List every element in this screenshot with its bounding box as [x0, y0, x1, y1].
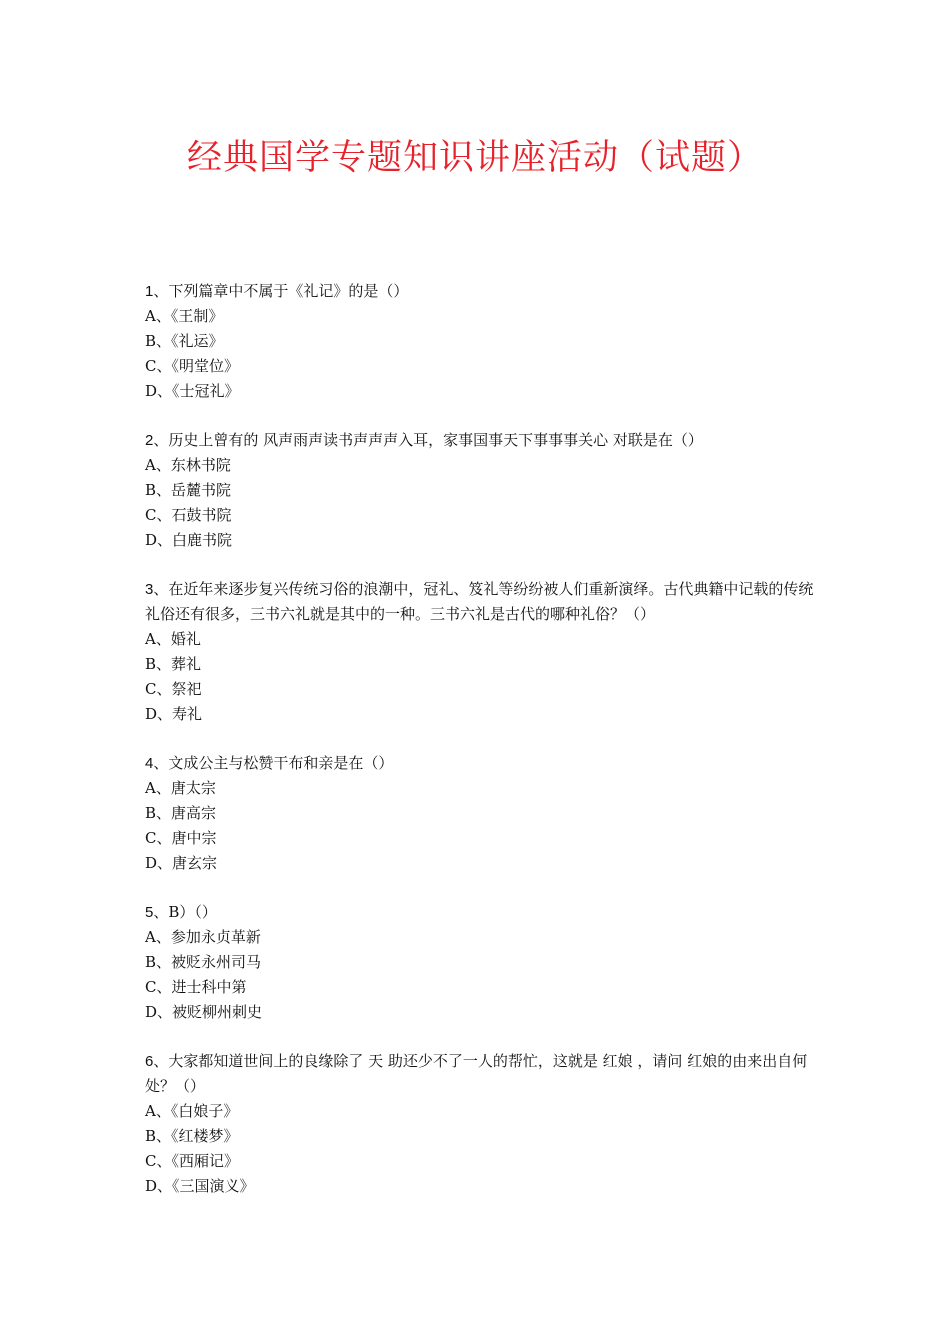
option-c: C、《明堂位》: [145, 357, 239, 375]
option-d: D、白鹿书院: [145, 531, 233, 549]
question-number: 2、: [145, 432, 169, 449]
option-a: A、东林书院: [145, 456, 231, 474]
option-c: C、祭祀: [145, 680, 202, 698]
option-d: D、寿礼: [145, 705, 203, 723]
option-d: D、被贬柳州刺史: [145, 1003, 263, 1021]
question-stem: 大家都知道世间上的良缘除了 天 助还少不了一人的帮忙，这就是 红娘 ，请问 红娘的由来出自何处？（）: [145, 1052, 808, 1095]
option-b: B、《礼运》: [145, 332, 224, 350]
question-item: [145, 751, 815, 876]
question-item: [145, 577, 815, 727]
question-number: 1、: [145, 283, 169, 300]
option-b: B、岳麓书院: [145, 481, 232, 499]
option-d: D、《士冠礼》: [145, 382, 240, 400]
option-a: A、参加永贞革新: [145, 928, 261, 946]
option-a: A、唐太宗: [145, 779, 216, 797]
question-stem: 文成公主与松赞干布和亲是在（）: [168, 754, 394, 772]
option-b: B、被贬永州司马: [145, 953, 262, 971]
option-c: C、《西厢记》: [145, 1152, 239, 1170]
option-b: B、唐高宗: [145, 804, 217, 822]
option-a: A、婚礼: [145, 630, 201, 648]
question-number: 5、: [145, 904, 169, 921]
option-a: A、《王制》: [145, 307, 224, 325]
question-text: [145, 577, 815, 627]
question-text: [145, 900, 815, 925]
option-a: A、《白娘子》: [145, 1102, 239, 1120]
option-c: C、进士科中第: [145, 978, 247, 996]
question-text: [145, 1049, 815, 1099]
question-text: [145, 279, 815, 304]
question-item: [145, 1049, 815, 1199]
question-number: 4、: [145, 755, 169, 772]
question-stem: B）（）: [168, 903, 217, 921]
option-b: B、葬礼: [145, 655, 202, 673]
question-item: [145, 279, 815, 404]
page-title: 经典国学专题知识讲座活动（试题）: [186, 138, 763, 178]
option-d: D、《三国演义》: [145, 1177, 255, 1195]
question-number: 3、: [145, 581, 169, 598]
question-stem: 下列篇章中不属于《礼记》的是（）: [168, 282, 409, 300]
question-stem: 历史上曾有的 风声雨声读书声声声入耳，家事国事天下事事事关心 对联是在（）: [168, 431, 703, 449]
question-text: [145, 751, 815, 776]
option-b: B、《红楼梦》: [145, 1127, 239, 1145]
question-item: [145, 428, 815, 553]
option-c: C、唐中宗: [145, 829, 217, 847]
question-list: [145, 279, 815, 1223]
question-number: 6、: [145, 1053, 169, 1070]
option-d: D、唐玄宗: [145, 854, 218, 872]
question-stem: 在近年来逐步复兴传统习俗的浪潮中，冠礼、笈礼等纷纷被人们重新演绎。古代典籍中记载的传统礼俗还有很多，三书六礼就是其中的一种。三书六礼是古代的哪种礼俗？（）: [145, 580, 814, 623]
option-c: C、石鼓书院: [145, 506, 232, 524]
question-item: [145, 900, 815, 1025]
question-text: [145, 428, 815, 453]
